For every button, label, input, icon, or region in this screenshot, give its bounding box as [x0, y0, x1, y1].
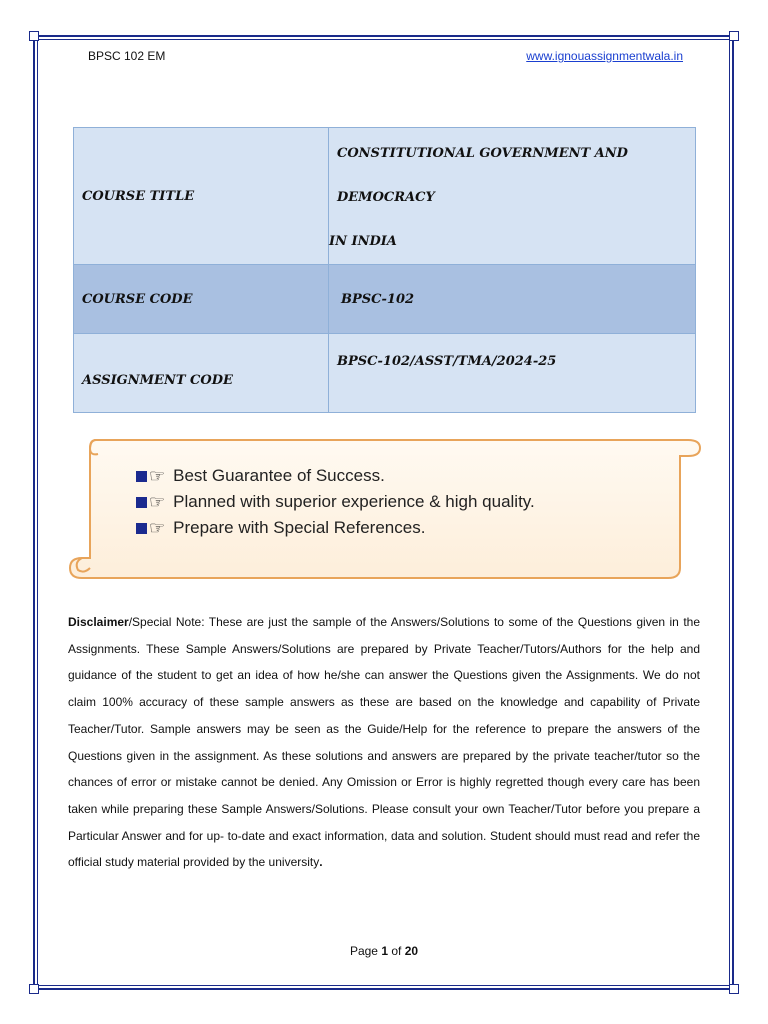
banner-item: ☞ Planned with superior experience & high quality. — [136, 489, 535, 515]
table-row-course-code — [74, 265, 696, 334]
course-info-table — [73, 127, 696, 413]
border-corner-bottom-right — [729, 984, 739, 994]
pointing-hand-icon: ☞ — [136, 467, 165, 485]
assignment-code-label: ASSIGNMENT CODE — [74, 334, 329, 413]
header-website-link[interactable]: www.ignouassignmentwala.in — [526, 49, 683, 63]
border-corner-bottom-left — [29, 984, 39, 994]
table-row-assignment-code — [74, 334, 696, 413]
course-title-label: COURSE TITLE — [74, 128, 329, 265]
border-corner-top-right — [729, 31, 739, 41]
assignment-code-value: BPSC-102/ASST/TMA/2024-25 — [329, 334, 696, 413]
course-code-label: COURSE CODE — [74, 265, 329, 334]
page-number: Page 1 of 20 — [349, 944, 419, 958]
pointing-hand-icon: ☞ — [136, 493, 165, 511]
header-course-code: BPSC 102 EM — [88, 49, 166, 63]
course-title-line2: IN INDIA — [329, 234, 397, 249]
banner-item: ☞ Best Guarantee of Success. — [136, 463, 535, 489]
disclaimer-heading: Disclaimer — [68, 615, 129, 629]
disclaimer-text: /Special Note: These are just the sample of the Answers/Solutions to some of the Questions given in the Assignments. These Sample Answers/Solutions are prepared by Private Teacher/Tutors/Authors for the help and guidance of the student to get an idea of how he/she can answer the Questions given the Assignments. We do not claim 100% accuracy of these sample answers as these are based on the knowledge and capability of Private Teacher/Tutor. Sample answers may be seen as the Guide/Help for the reference to prepare the answers of the Questions given in the assignment. As these solutions and answers are prepared by the private teacher/tutor so the chances of error or mistake cannot be denied. Any Omission or Error is highly regretted though every care has been taken while preparing these Sample Answers/Solutions. Please consult your own Teacher/Tutor before you prepare a Particular Answer and for up- to-date and exact information, data and solution. Student should must read and refer the official study material provided by the university — [68, 615, 700, 870]
table-row-course-title — [74, 128, 696, 265]
course-title-value — [329, 128, 696, 265]
banner-item: ☞ Prepare with Special References. — [136, 515, 535, 541]
border-corner-top-left — [29, 31, 39, 41]
disclaimer-end: . — [319, 855, 323, 870]
banner-list — [136, 463, 535, 541]
pointing-hand-icon: ☞ — [136, 519, 165, 537]
course-code-value: BPSC-102 — [329, 265, 696, 334]
course-title-line1: CONSTITUTIONAL GOVERNMENT AND DEMOCRACY — [337, 146, 628, 205]
disclaimer-paragraph — [68, 609, 700, 876]
